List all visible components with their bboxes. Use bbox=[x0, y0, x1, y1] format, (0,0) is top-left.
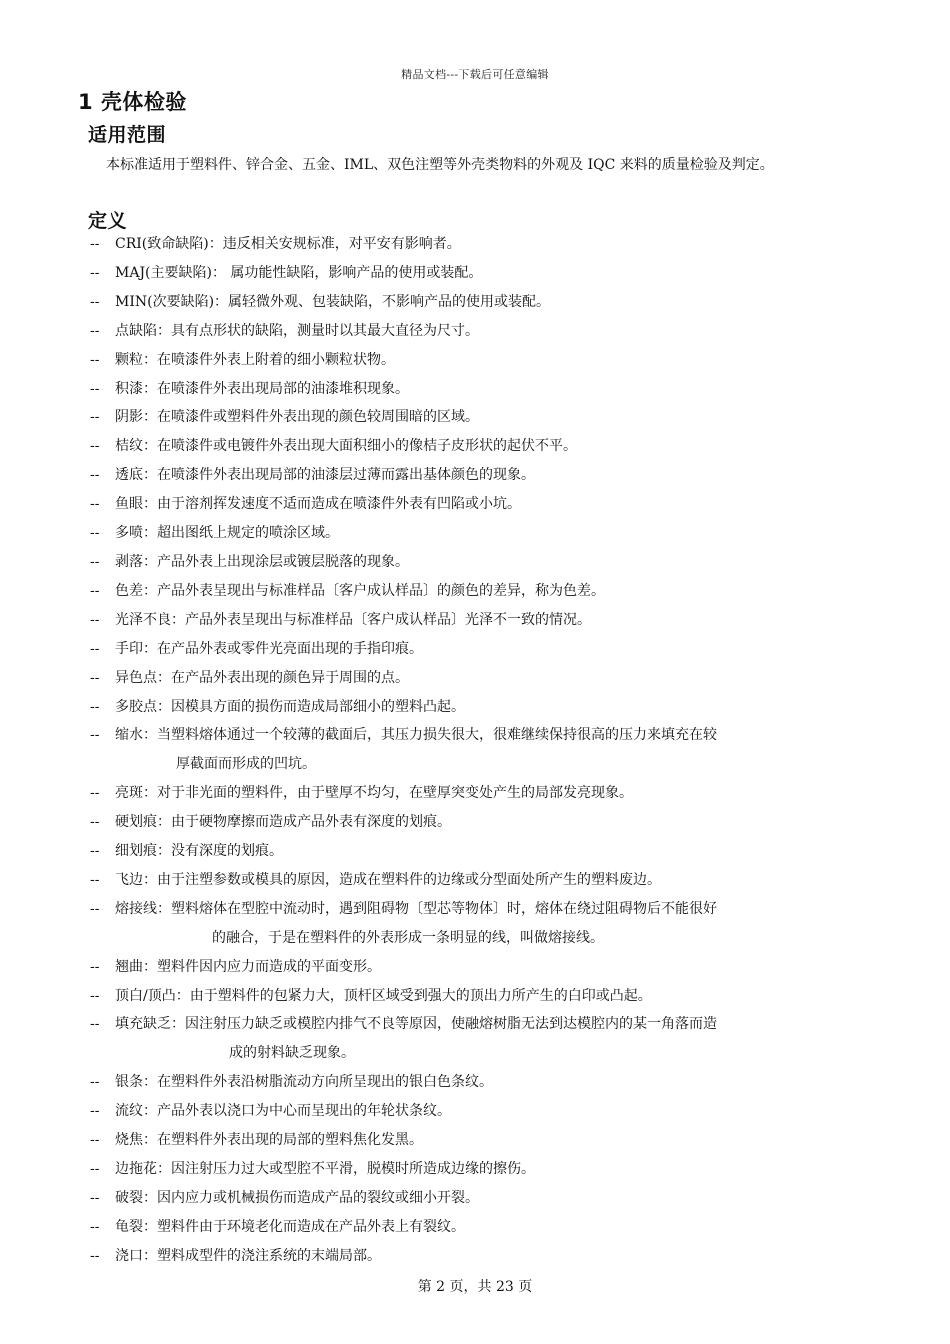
definition-text: 色差：产品外表呈现出与标准样品〔客户成认样品〕的颜色的差异，称为色差。 bbox=[115, 582, 605, 599]
scope-heading: 适用范围 bbox=[88, 124, 167, 146]
definition-marker: -- bbox=[90, 380, 100, 397]
definition-item bbox=[90, 664, 880, 693]
definition-marker: -- bbox=[90, 1161, 100, 1177]
definition-marker: -- bbox=[90, 525, 100, 542]
definition-text: 熔接线：塑料熔体在型腔中流动时，遇到阻碍物〔型芯等物体〕时，熔体在绕过阻碍物后不能很好 bbox=[115, 900, 717, 917]
definition-marker: -- bbox=[90, 698, 100, 715]
definition-item bbox=[90, 519, 880, 548]
definition-marker: -- bbox=[90, 1074, 100, 1091]
definition-item bbox=[90, 606, 880, 635]
definition-marker: -- bbox=[90, 264, 100, 281]
definition-item bbox=[90, 259, 880, 288]
definition-marker: -- bbox=[90, 1016, 100, 1033]
definition-item bbox=[90, 693, 880, 722]
definition-text: 透底：在喷漆件外表出现局部的油漆层过薄而露出基体颜色的现象。 bbox=[115, 467, 535, 484]
definition-marker: -- bbox=[90, 582, 100, 599]
definition-text: 飞边：由于注塑参数或模具的原因，造成在塑料件的边缘或分型面处所产生的塑料废边。 bbox=[115, 871, 661, 888]
definition-marker: -- bbox=[90, 900, 100, 917]
definition-marker: -- bbox=[90, 293, 100, 310]
definition-item bbox=[90, 1242, 880, 1271]
definition-item bbox=[90, 953, 880, 982]
scope-paragraph: 本标准适用于塑料件、锌合金、五金、IML、双色注塑等外壳类物料的外观及 IQC 来料的质量检验及判定。 bbox=[106, 157, 774, 173]
definition-text: 细划痕：没有深度的划痕。 bbox=[115, 843, 283, 860]
page-header: 精品文档---下载后可任意编辑 bbox=[401, 68, 549, 81]
definition-text: 顶白/顶凸：由于塑料件的包紧力大，顶杆区域受到强大的顶出力所产生的白印或凸起。 bbox=[115, 987, 652, 1004]
definition-marker: -- bbox=[90, 958, 100, 975]
definition-text: 硬划痕：由于硬物摩擦而造成产品外表有深度的划痕。 bbox=[115, 814, 451, 831]
definition-item bbox=[90, 1126, 880, 1155]
definition-item bbox=[90, 1068, 880, 1097]
definition-marker: -- bbox=[90, 1103, 100, 1120]
definition-continuation: 厚截面而形成的凹坑。 bbox=[176, 756, 316, 773]
definition-text: 烧焦：在塑料件外表出现的局部的塑料焦化发黑。 bbox=[115, 1132, 423, 1149]
definition-text: 亮斑：对于非光面的塑料件，由于壁厚不均匀，在壁厚突变处产生的局部发亮现象。 bbox=[115, 785, 633, 802]
definitions-heading: 定义 bbox=[88, 210, 128, 232]
definition-text: 填充缺乏：因注射压力缺乏或模腔内排气不良等原因，使融熔树脂无法到达模腔内的某一角落而造 bbox=[115, 1016, 717, 1033]
definition-item bbox=[90, 461, 880, 490]
definition-marker: -- bbox=[90, 1189, 100, 1206]
definition-text: 翘曲：塑料件因内应力而造成的平面变形。 bbox=[115, 958, 381, 975]
definition-marker: -- bbox=[90, 351, 100, 368]
definition-marker: -- bbox=[90, 640, 100, 657]
definition-item bbox=[90, 403, 880, 432]
definition-text: MAJ(主要缺陷)： 属功能性缺陷，影响产品的使用或装配。 bbox=[115, 264, 483, 281]
definition-marker: -- bbox=[90, 814, 100, 831]
definition-text: 银条：在塑料件外表沿树脂流动方向所呈现出的银白色条纹。 bbox=[115, 1074, 493, 1091]
definition-text: 龟裂：塑料件由于环境老化而造成在产品外表上有裂纹。 bbox=[115, 1218, 465, 1235]
definition-item bbox=[90, 1155, 880, 1184]
definition-marker: -- bbox=[90, 843, 100, 860]
definition-marker: -- bbox=[90, 1247, 100, 1264]
definition-item bbox=[90, 1097, 880, 1126]
definition-text: 剥落：产品外表上出现涂层或镀层脱落的现象。 bbox=[115, 553, 409, 570]
definition-text: 缩水：当塑料熔体通过一个较薄的截面后，其压力损失很大，很难继续保持很高的压力来填充在较 bbox=[115, 727, 717, 744]
definition-text: 多胶点：因模具方面的损伤而造成局部细小的塑料凸起。 bbox=[115, 698, 465, 715]
definition-text: 积漆：在喷漆件外表出现局部的油漆堆积现象。 bbox=[115, 380, 409, 397]
definition-marker: -- bbox=[90, 871, 100, 888]
definition-text: 颗粒：在喷漆件外表上附着的细小颗粒状物。 bbox=[115, 351, 395, 368]
definition-item bbox=[90, 577, 880, 606]
definition-marker: -- bbox=[90, 1218, 100, 1235]
page-footer: 第 2 页，共 23 页 bbox=[417, 1279, 533, 1295]
definition-item bbox=[90, 1184, 880, 1213]
definition-marker: -- bbox=[90, 467, 100, 484]
definition-marker: -- bbox=[90, 409, 100, 426]
definition-item bbox=[90, 548, 880, 577]
definition-text: 阴影：在喷漆件或塑料件外表出现的颜色较周围暗的区域。 bbox=[115, 409, 479, 426]
definition-item bbox=[90, 346, 880, 375]
definition-item bbox=[90, 317, 880, 346]
definition-item bbox=[90, 837, 880, 866]
definition-item bbox=[90, 779, 880, 808]
definition-item bbox=[90, 982, 880, 1011]
section-title: 1 壳体检验 bbox=[78, 90, 187, 114]
definition-text: 边拖花：因注射压力过大或型腔不平滑，脱模时所造成边缘的擦伤。 bbox=[115, 1161, 535, 1177]
definition-text: CRI(致命缺陷)：违反相关安规标准，对平安有影响者。 bbox=[115, 236, 461, 252]
definition-item bbox=[90, 866, 880, 895]
definition-text: 多喷：超出图纸上规定的喷涂区域。 bbox=[115, 525, 339, 542]
definition-marker: -- bbox=[90, 438, 100, 455]
definition-text: 点缺陷：具有点形状的缺陷，测量时以其最大直径为尺寸。 bbox=[115, 322, 479, 339]
definition-item bbox=[90, 1010, 880, 1068]
definition-marker: -- bbox=[90, 553, 100, 570]
definition-marker: -- bbox=[90, 236, 100, 252]
definition-item bbox=[90, 230, 880, 259]
definition-item bbox=[90, 288, 880, 317]
definition-marker: -- bbox=[90, 322, 100, 339]
definition-text: MIN(次要缺陷)：属轻微外观、包装缺陷，不影响产品的使用或装配。 bbox=[115, 293, 551, 310]
definition-item bbox=[90, 808, 880, 837]
definition-continuation: 的融合，于是在塑料件的外表形成一条明显的线，叫做熔接线。 bbox=[212, 929, 604, 946]
definition-text: 手印：在产品外表或零件光亮面出现的手指印痕。 bbox=[115, 640, 423, 657]
definition-marker: -- bbox=[90, 785, 100, 802]
definitions-list bbox=[90, 230, 880, 1271]
definition-text: 异色点：在产品外表出现的颜色异于周围的点。 bbox=[115, 669, 409, 686]
definition-text: 桔纹：在喷漆件或电镀件外表出现大面积细小的像桔子皮形状的起伏不平。 bbox=[115, 438, 577, 455]
definition-item bbox=[90, 895, 880, 953]
definition-text: 浇口：塑料成型件的浇注系统的末端局部。 bbox=[115, 1247, 381, 1264]
definition-item bbox=[90, 375, 880, 404]
definition-item bbox=[90, 721, 880, 779]
definition-text: 鱼眼：由于溶剂挥发速度不适而造成在喷漆件外表有凹陷或小坑。 bbox=[115, 496, 521, 513]
definition-marker: -- bbox=[90, 496, 100, 513]
definition-marker: -- bbox=[90, 1132, 100, 1149]
definition-marker: -- bbox=[90, 611, 100, 628]
definition-marker: -- bbox=[90, 669, 100, 686]
definition-item bbox=[90, 432, 880, 461]
definition-marker: -- bbox=[90, 987, 100, 1004]
definition-continuation: 成的射料缺乏现象。 bbox=[229, 1045, 355, 1062]
definition-marker: -- bbox=[90, 727, 100, 744]
definition-item bbox=[90, 635, 880, 664]
definition-text: 流纹：产品外表以浇口为中心而呈现出的年轮状条纹。 bbox=[115, 1103, 451, 1120]
definition-text: 光泽不良：产品外表呈现出与标准样品〔客户成认样品〕光泽不一致的情况。 bbox=[115, 611, 591, 628]
definition-item bbox=[90, 490, 880, 519]
definition-text: 破裂：因内应力或机械损伤而造成产品的裂纹或细小开裂。 bbox=[115, 1189, 479, 1206]
definition-item bbox=[90, 1213, 880, 1242]
